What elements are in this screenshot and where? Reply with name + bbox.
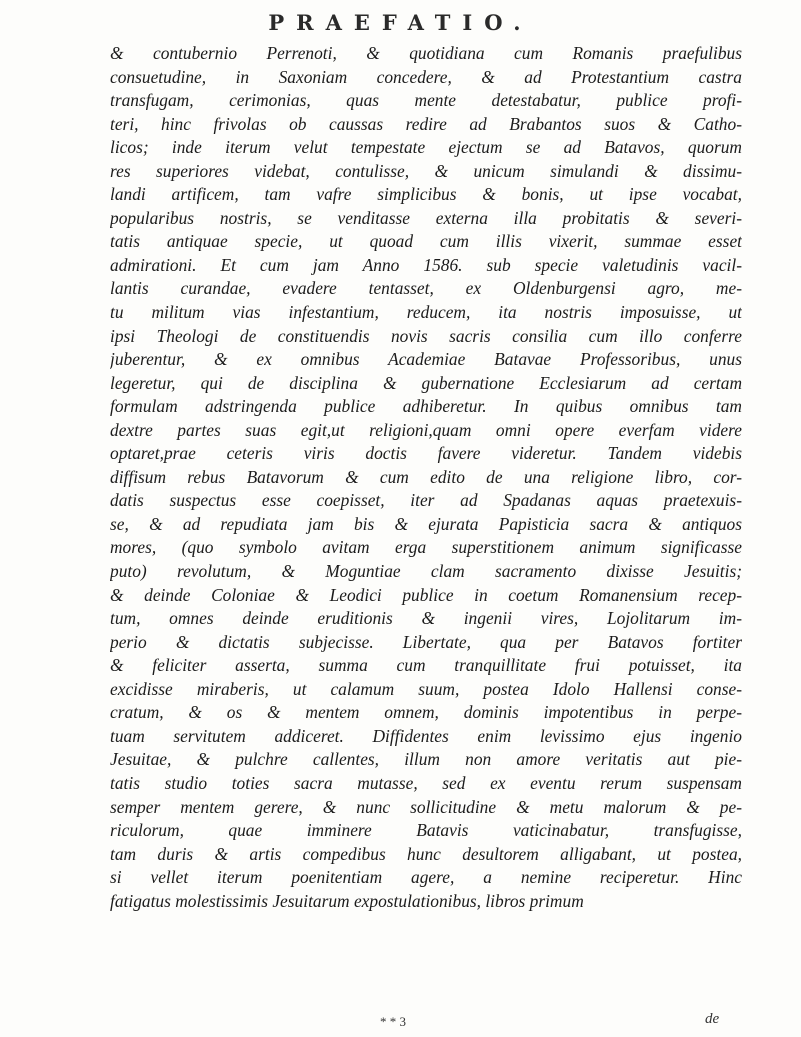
text-line: tatis studio toties sacra mutasse, sed ex eventu rerum suspensam xyxy=(110,772,742,793)
text-line: tum, omnes deinde eruditionis & ingenii vires, Lojolitarum im- xyxy=(110,608,742,629)
text-line: Jesuitae, & pulchre callentes, illum non amore veritatis aut pie- xyxy=(110,749,742,770)
text-line: mores, (quo symbolo avitam erga superstitionem animum significasse xyxy=(110,537,742,558)
text-line: fatigatus molestissimis Jesuitarum expostulationibus, libros primum xyxy=(110,890,584,911)
text-line: & feliciter asserta, summa cum tranquillitate frui potuisset, ita xyxy=(110,655,742,676)
text-line: tatis antiquae specie, ut quoad cum illis vixerit, summae esset xyxy=(110,231,742,252)
text-line: excidisse miraberis, ut calamum suum, postea Idolo Hallensi conse- xyxy=(110,678,742,699)
text-line: optaret,prae ceteris viris doctis favere videretur. Tandem videbis xyxy=(110,443,742,464)
text-line: datis suspectus esse coepisset, iter ad Spadanas aquas praetexuis- xyxy=(110,490,742,511)
text-line: lantis curandae, evadere tentasset, ex Oldenburgensi agro, me- xyxy=(110,278,742,299)
text-line: cratum, & os & mentem omnem, dominis impotentibus in perpe- xyxy=(110,702,742,723)
text-line: tam duris & artis compedibus hunc desultorem alligabant, ut postea, xyxy=(110,843,742,864)
body-text xyxy=(110,42,742,913)
text-line: transfugam, cerimonias, quas mente detestabatur, publice profi- xyxy=(110,90,742,111)
text-line: juberentur, & ex omnibus Academiae Batavae Professoribus, unus xyxy=(110,349,742,370)
text-line: consuetudine, in Saxoniam concedere, & ad Protestantium castra xyxy=(110,66,742,87)
text-line: admirationi. Et cum jam Anno 1586. sub specie valetudinis vacil- xyxy=(110,254,742,275)
text-line: legeretur, qui de disciplina & gubernatione Ecclesiarum ad certam xyxy=(110,372,742,393)
signature-mark: * * 3 xyxy=(380,1014,406,1029)
text-line: & contubernio Perrenoti, & quotidiana cum Romanis praefulibus xyxy=(110,43,742,63)
text-line: tu militum vias infestantium, reducem, ita nostris imposuisse, ut xyxy=(110,302,742,323)
text-line: & deinde Coloniae & Leodici publice in coetum Romanensium recep- xyxy=(110,584,742,605)
text-line: popularibus nostris, se venditasse externa illa probitatis & severi- xyxy=(110,207,742,228)
text-line: licos; inde iterum velut tempestate ejectum se ad Batavos, quorum xyxy=(110,137,742,158)
text-line: se, & ad repudiata jam bis & ejurata Papisticia sacra & antiquos xyxy=(110,513,742,534)
running-title: PRAEFATIO. xyxy=(268,10,533,35)
text-line: formulam adstringenda publice adhiberetur. In quibus omnibus tam xyxy=(110,396,742,417)
text-line: riculorum, quae imminere Batavis vaticinabatur, transfugisse, xyxy=(110,820,742,841)
catchword: de xyxy=(705,1011,720,1027)
text-line: ipsi Theologi de constituendis novis sacris consilia cum illo conferre xyxy=(110,325,742,346)
text-line: semper mentem gerere, & nunc sollicitudine & metu malorum & pe- xyxy=(110,796,742,817)
text-line: perio & dictatis subjecisse. Libertate, qua per Batavos fortiter xyxy=(110,631,742,652)
text-line: si vellet iterum poenitentiam agere, a nemine reciperetur. Hinc xyxy=(110,867,742,888)
text-line: tuam servitutem addiceret. Diffidentes enim levissimo ejus ingenio xyxy=(110,725,742,746)
text-line: teri, hinc frivolas ob caussas redire ad Brabantos suos & Catho- xyxy=(110,113,742,134)
text-line: res superiores videbat, contulisse, & unicum simulandi & dissimu- xyxy=(110,160,742,181)
text-line: puto) revolutum, & Moguntiae clam sacramento dixisse Jesuitis; xyxy=(110,561,742,582)
text-line: landi artificem, tam vafre simplicibus & bonis, ut ipse vocabat, xyxy=(110,184,742,205)
text-line: diffisum rebus Batavorum & cum edito de una religione libro, cor- xyxy=(110,466,742,487)
text-line: dextre partes suas egit,ut religioni,quam omni opere everfam videre xyxy=(110,419,742,440)
